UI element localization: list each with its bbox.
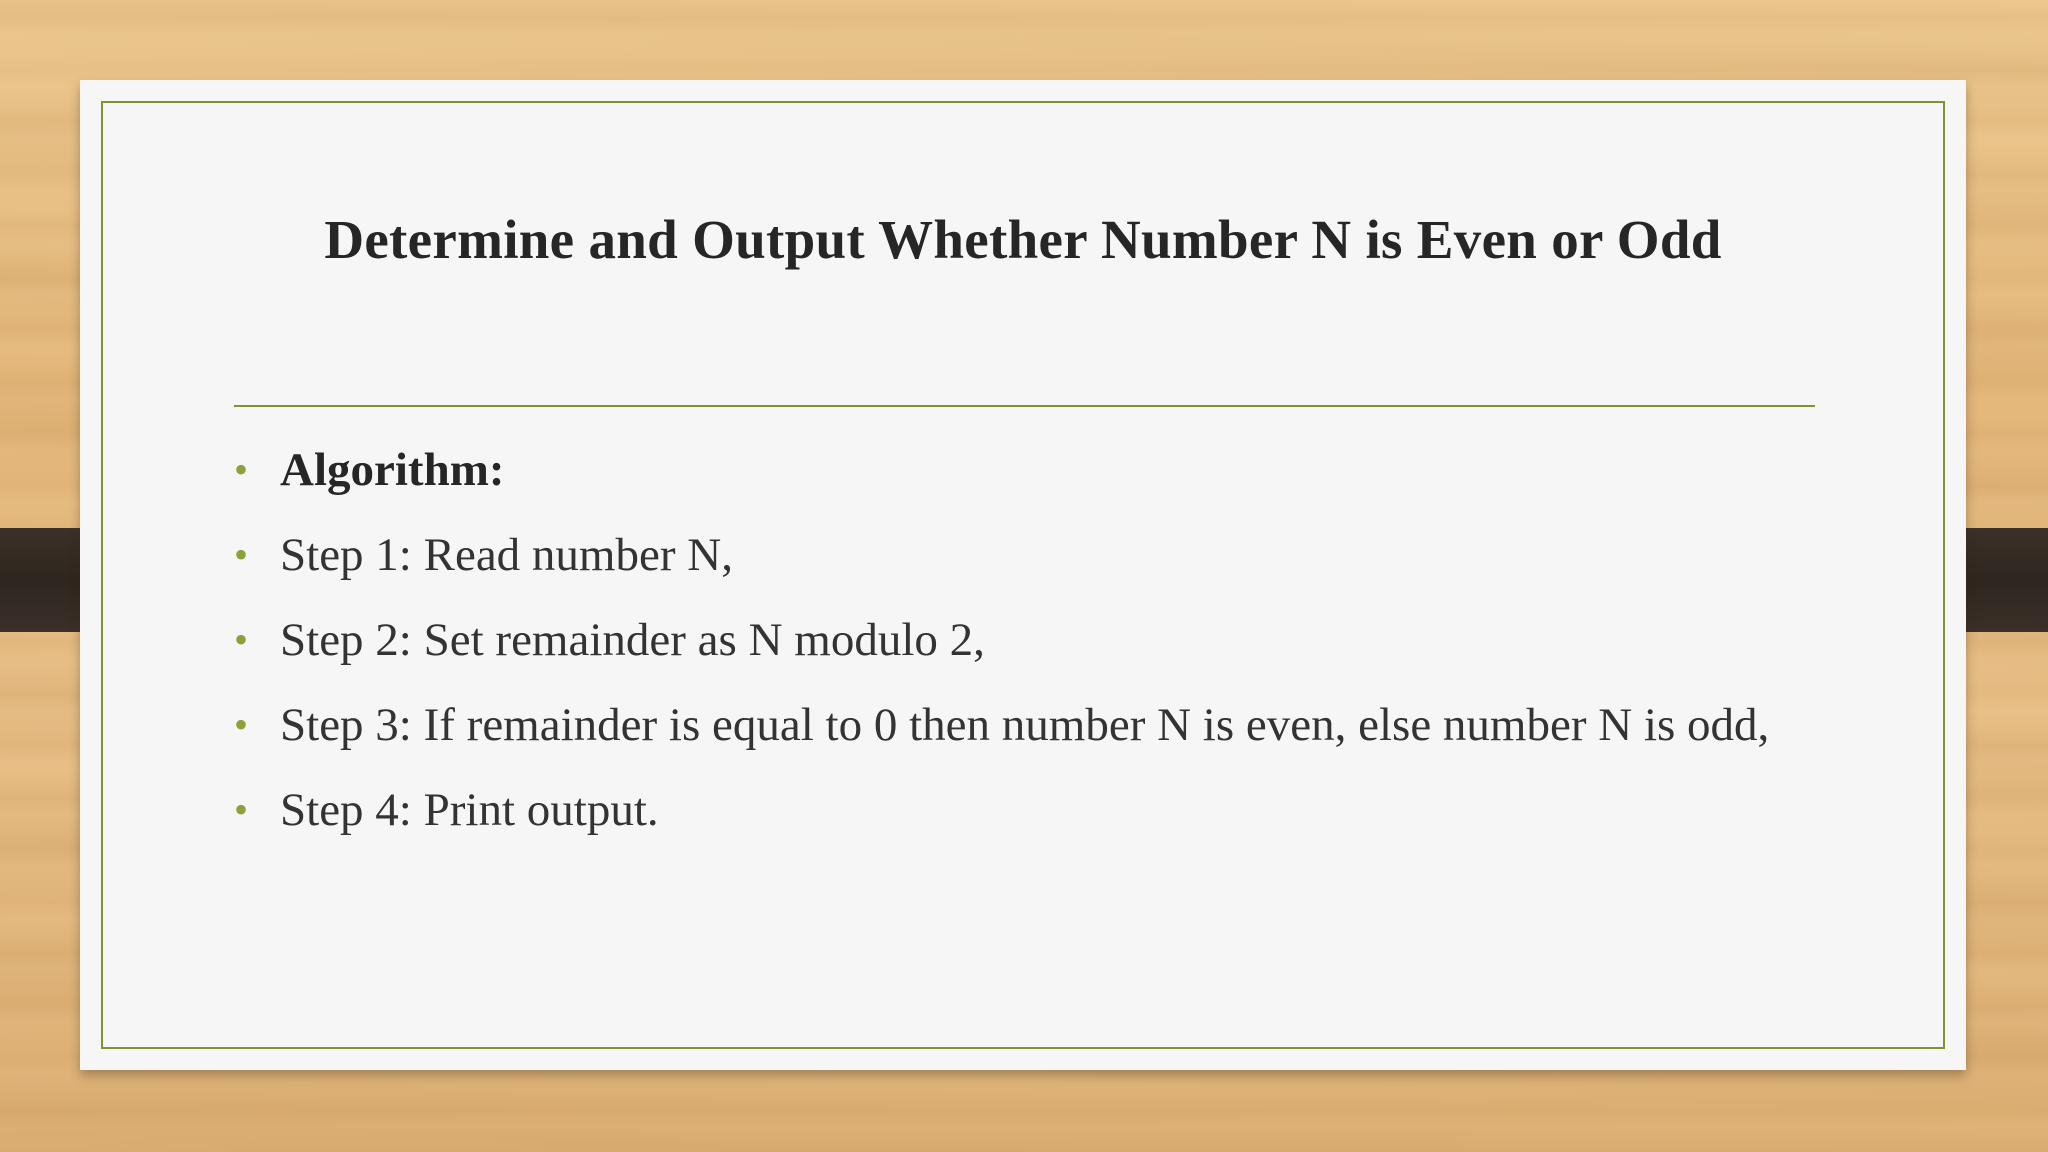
bullet-text: Step 1: Read number N,	[280, 529, 733, 581]
round-bullet-icon: •	[234, 447, 249, 492]
bullet-item-step-4	[234, 780, 1834, 840]
bullet-list	[234, 440, 1834, 865]
bullet-text: Step 3: If remainder is equal to 0 then number N is even, else number N is odd,	[280, 699, 1770, 751]
round-bullet-icon: •	[234, 702, 249, 747]
round-bullet-icon: •	[234, 532, 249, 577]
round-bullet-icon: •	[234, 787, 249, 832]
slide-title: Determine and Output Whether Number N is Even or Odd	[324, 209, 1722, 270]
bullet-item-step-3	[234, 695, 1834, 755]
bullet-item-step-2	[234, 610, 1834, 670]
slide	[80, 80, 1966, 1070]
bullet-item-step-1	[234, 525, 1834, 585]
bullet-text: Step 4: Print output.	[280, 784, 659, 836]
title-divider	[234, 405, 1815, 407]
bullet-text: Algorithm:	[280, 444, 505, 496]
bullet-text: Step 2: Set remainder as N modulo 2,	[280, 614, 985, 666]
round-bullet-icon: •	[234, 617, 249, 662]
bullet-item-algorithm	[234, 440, 1834, 500]
